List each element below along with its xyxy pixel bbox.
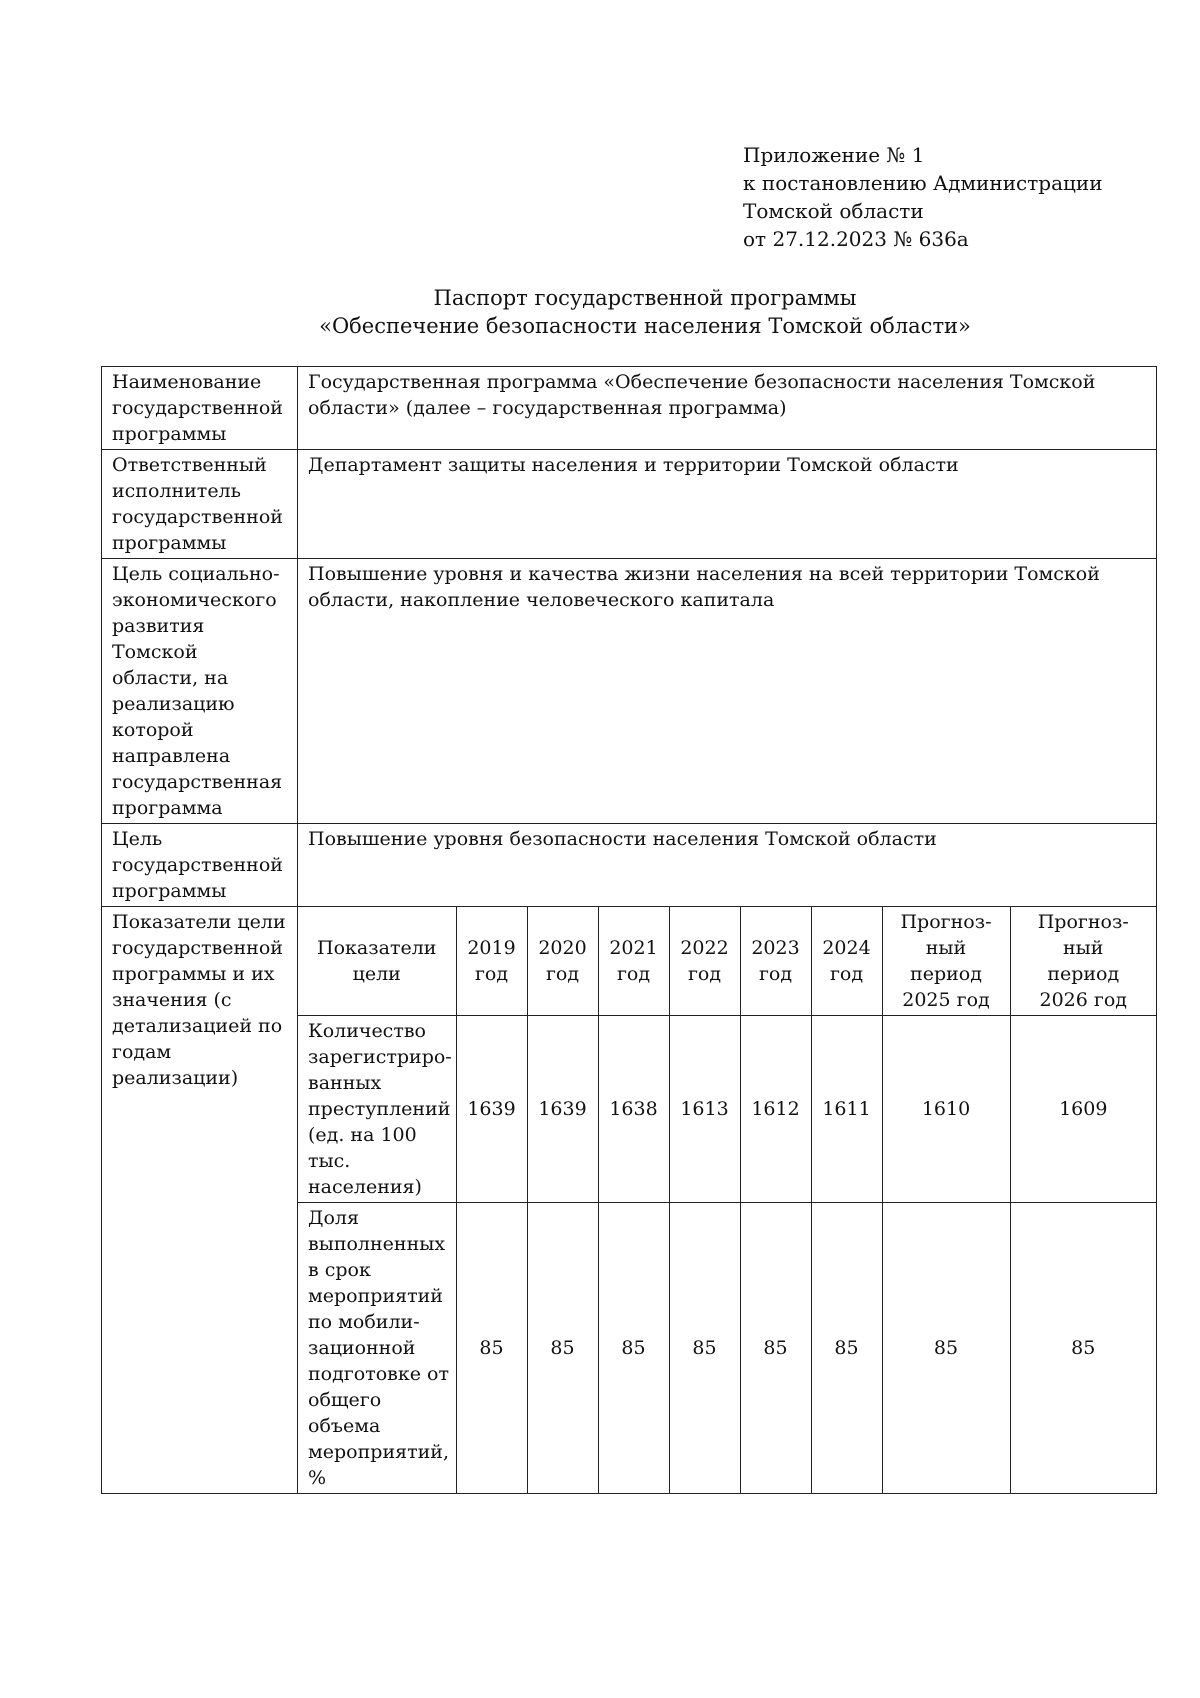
passport-row-socioeconomic-goal [102,559,1157,824]
indicator-value: 1611 [811,1016,882,1203]
year-header: 2024 год [811,907,882,1016]
indicator-value: 85 [882,1203,1010,1494]
indicator-value: 85 [527,1203,598,1494]
indicators-header-row [298,907,1156,1016]
title-line-2: «Обеспечение безопасности населения Томской области» [319,314,971,338]
row-label: Цель государственной программы [102,824,298,907]
indicator-name: Количество зарегистриро-ванных преступлений (ед. на 100 тыс. населения) [298,1016,456,1203]
row-label: Цель социально-экономического развития Томской области, на реализацию которой направлена государственная программа [102,559,298,824]
row-value: Повышение уровня безопасности населения Томской области [298,824,1157,907]
indicator-name: Доля выполненных в срок мероприятий по мобили-зационной подготовке от общего объема мероприятий, % [298,1203,456,1494]
year-header: Прогноз-ный период 2026 год [1010,907,1156,1016]
indicator-value: 1610 [882,1016,1010,1203]
appendix-line: Приложение № 1 [743,143,925,167]
year-header: 2023 год [740,907,811,1016]
indicator-value: 85 [456,1203,527,1494]
indicator-value: 85 [811,1203,882,1494]
row-value: Департамент защиты населения и территории Томской области [298,450,1157,559]
passport-row-program-name [102,367,1157,450]
row-value: Государственная программа «Обеспечение безопасности населения Томской области» (далее – государственная программа) [298,367,1157,450]
indicator-value: 1638 [598,1016,669,1203]
row-label: Наименование государственной программы [102,367,298,450]
row-label: Показатели цели государственной программы и их значения (с детализацией по годам реализации) [102,907,298,1494]
year-header: 2019 год [456,907,527,1016]
indicator-value: 1613 [669,1016,740,1203]
passport-row-executor [102,450,1157,559]
appendix-line: Томской области [743,199,924,223]
title-line-1: Паспорт государственной программы [433,286,857,310]
indicator-value: 85 [669,1203,740,1494]
indicator-row [298,1016,1156,1203]
indicators-table [298,907,1156,1493]
passport-table [101,366,1157,1494]
indicator-value: 1639 [456,1016,527,1203]
appendix-line: от 27.12.2023 № 636а [743,227,969,251]
indicator-value: 1609 [1010,1016,1156,1203]
year-header: 2020 год [527,907,598,1016]
year-header: 2021 год [598,907,669,1016]
year-header: Прогноз-ный период 2025 год [882,907,1010,1016]
passport-row-program-goal [102,824,1157,907]
year-header: 2022 год [669,907,740,1016]
indicators-cell [298,907,1157,1494]
indicator-row [298,1203,1156,1494]
appendix-line: к постановлению Администрации [743,171,1103,195]
indicator-value: 85 [1010,1203,1156,1494]
document-title [0,284,1200,340]
indicator-value: 1612 [740,1016,811,1203]
indicator-value: 85 [598,1203,669,1494]
passport-row-indicators [102,907,1157,1494]
indicator-value: 1639 [527,1016,598,1203]
indicator-value: 85 [740,1203,811,1494]
row-value: Повышение уровня и качества жизни населения на всей территории Томской области, накопление человеческого капитала [298,559,1157,824]
appendix-block [743,141,1103,253]
indicator-header-name: Показатели цели [317,937,437,985]
row-label: Ответственный исполнитель государственной программы [102,450,298,559]
